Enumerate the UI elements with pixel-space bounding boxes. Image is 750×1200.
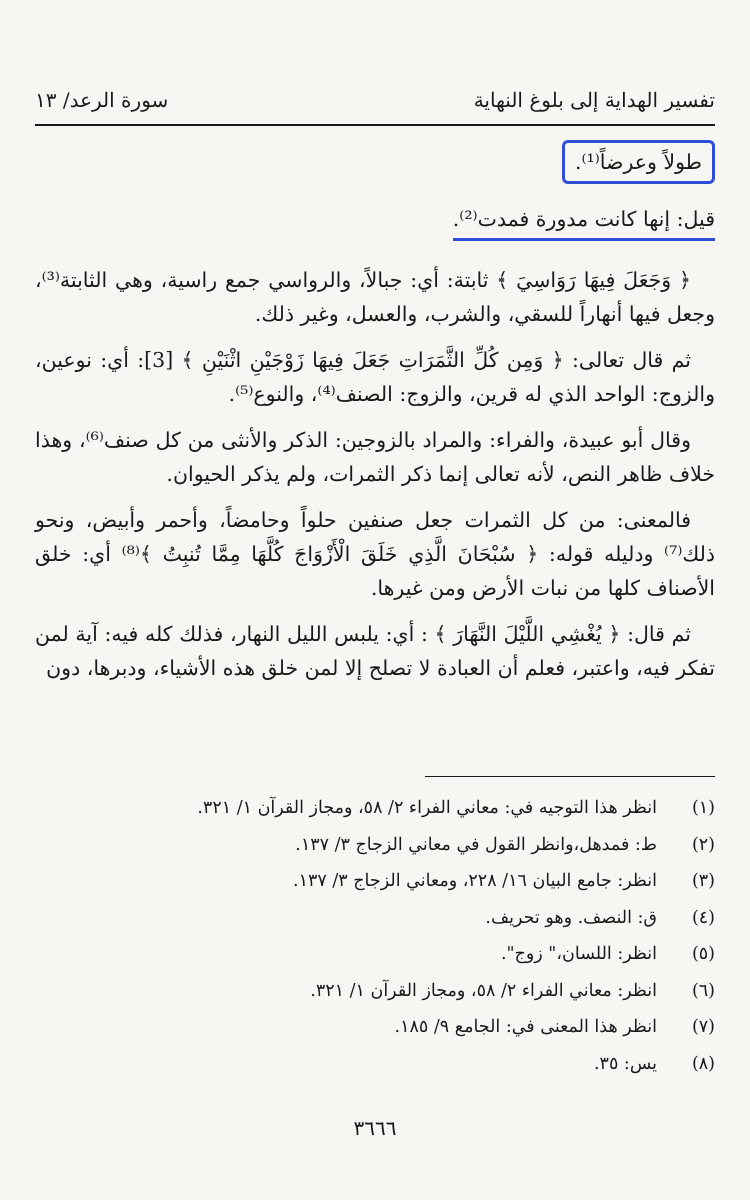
footnote-rule [425,776,715,777]
book-title: تفسير الهداية إلى بلوغ النهاية [473,88,715,112]
paragraph-6: فالمعنى: من كل الثمرات جعل صنفين حلواً وحامضاً، وأحمر وأبيض، ونحو ذلك⁽⁷⁾ ودليله قوله: ﴿ سُبْحَانَ الَّذِي خَلَقَ الْأَزْوَاجَ كُلَّهَا مِمَّا تُنبِتُ ﴾⁽⁸⁾ أي: خلق الأصناف كلها من نبات الأرض ومن غيرها. [35,508,716,600]
header-rule [35,124,715,126]
paragraph-7: ثم قال: ﴿ يُغْشِي اللَّيْلَ النَّهَارَ ﴾ : أي: يلبس الليل النهار، فذلك كله فيه: آية لمن تفكر فيه، واعتبر، فعلم أن العبادة لا تصلح إلا لمن خلق هذه الأشياء، ودبرها، دون [35,622,715,680]
footnote [35,900,715,937]
footnotes [35,790,715,1082]
footnote-number: (٨) [691,1053,715,1074]
footnote [35,973,715,1010]
footnote-number: (٥) [691,944,715,964]
paragraph-5: وقال أبو عبيدة، والفراء: والمراد بالزوجين: الذكر والأنثى من كل صنف⁽⁶⁾، وهذا خلاف ظاهر النص، لأنه تعالى إنما ذكر الثمرات، ولم يذكر الحيوان. [35,428,715,486]
footnote-text: ق: النصف. وهو تحريف. [485,907,657,928]
footnote [35,936,715,973]
footnote-text: انظر: معاني الفراء ٢/ ٥٨، ومجاز القرآن ١/ ٣٢١. [310,980,657,1001]
footnote-number: (٢) [691,834,715,855]
footnote-number: (٦) [691,980,715,1001]
footnote-text: انظر: جامع البيان ١٦/ ٢٢٨، ومعاني الزجاج ٣/ ١٣٧. [293,871,657,891]
running-header [35,88,715,112]
highlight-box-annotation: طولاً وعرضاً⁽¹⁾. [562,140,715,184]
footnote-text: ط: فمدهل،وانظر القول في معاني الزجاج ٣/ ١٣٧. [295,834,657,855]
footnote-text: انظر هذا المعنى في: الجامع ٩/ ١٨٥. [394,1017,657,1037]
footnote [35,790,715,827]
paragraph-1 [35,136,715,190]
underline-annotation: قيل: إنها كانت مدورة فمدت⁽²⁾. [453,202,715,241]
footnote-number: (١) [691,798,715,818]
footnote-text: انظر هذا التوجيه في: معاني الفراء ٢/ ٥٨، ومجاز القرآن ١/ ٣٢١. [197,798,657,818]
paragraph-2 [35,202,715,251]
surah-title: سورة الرعد/ ١٣ [35,88,169,112]
page-number: ٣٦٦٦ [353,1116,397,1140]
footnote-number: (٤) [691,907,715,928]
footnote [35,863,715,900]
footnote-number: (٧) [691,1017,715,1037]
footnote-number: (٣) [691,871,715,891]
paragraph-3: ﴿ وَجَعَلَ فِيهَا رَوَاسِيَ ﴾ ثابتة: أي: جبالاً، والرواسي جمع راسية، وهي الثابتة⁽³⁾، وجعل فيها أنهاراً للسقي، والشرب، والعسل، وغير ذلك. [35,268,715,326]
paragraph-4: ثم قال تعالى: ﴿ وَمِن كُلِّ الثَّمَرَاتِ جَعَلَ فِيهَا زَوْجَيْنِ اثْنَيْنِ ﴾ [3]: أي: نوعين، والزوج: الواحد الذي له قرين، والزوج: الصنف⁽⁴⁾، والنوع⁽⁵⁾. [35,348,715,406]
footnote [35,1046,715,1083]
footnote [35,1009,715,1046]
main-text [35,136,715,697]
footnote [35,827,715,864]
footnote-text: انظر: اللسان،" زوج". [500,944,657,964]
footnote-text: يس: ٣٥. [593,1053,657,1074]
